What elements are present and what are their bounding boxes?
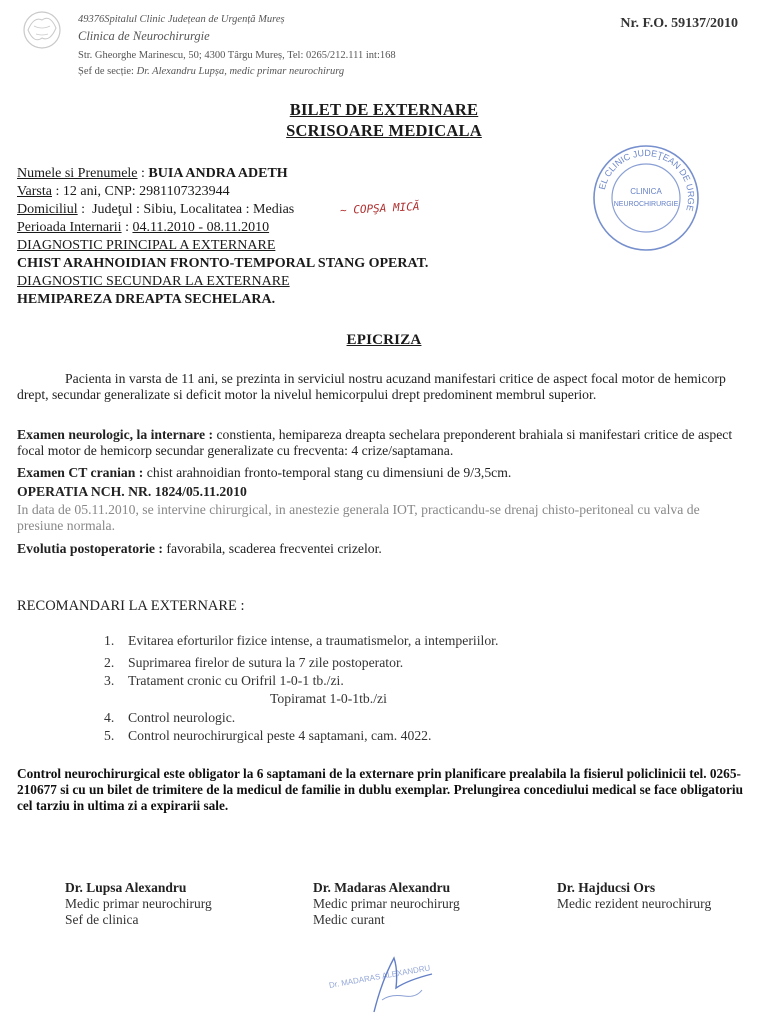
recommendations-title: RECOMANDARI LA EXTERNARE : — [17, 598, 245, 614]
signature-block-2 — [313, 880, 460, 928]
admission-period-row: Perioada Internarii : 04.11.2010 - 08.11.2010 — [17, 220, 270, 235]
patient-address: Judeţul : Sibiu, Localitatea : Medias — [92, 202, 295, 217]
recommendation-item: 2. Suprimarea firelor de sutura la 7 zile postoperator. — [104, 655, 404, 670]
chief-label: Șef de secție: — [78, 66, 137, 77]
patient-age-row: Varsta : 12 ani, CNP: 2981107323944 — [17, 184, 230, 199]
stamp-text-1: CLINICA — [630, 187, 662, 196]
recommendation-item-extra: Topiramat 1-0-1tb./zi — [270, 691, 387, 706]
epicrisis-intro: Pacienta in varsta de 11 ani, se prezinta in serviciul nostru acuzand manifestari critice de aspect focal motor de hemicorp drept, secundar generalizate si deficit motor la nivelul hemicorpului drept predominent membrul superior. — [17, 371, 726, 402]
signature-block-1 — [65, 880, 212, 928]
ct-exam — [17, 465, 745, 481]
secondary-diagnosis-label: DIAGNOSTIC SECUNDAR LA EXTERNARE — [17, 274, 290, 289]
document-subtitle: SCRISOARE MEDICALA — [286, 121, 482, 140]
clinic-stamp-icon — [590, 142, 702, 254]
recommendation-item: 3. Tratament cronic cu Orifril 1-0-1 tb./zi. — [104, 673, 344, 688]
operation-text: In data de 05.11.2010, se intervine chirurgical, in anestezie generala IOT, practicandu-se drenaj chisto-peritoneal cu valva de presiune normala. — [17, 502, 700, 533]
signature-name: Dr. Madaras Alexandru — [313, 880, 451, 895]
chief-of-department — [78, 64, 344, 79]
recommendation-item: 4. Control neurologic. — [104, 710, 236, 725]
ct-exam-label: Examen CT cranian : — [17, 465, 144, 480]
chief-name: Dr. Alexandru Lupșa, medic primar neurochirurg — [136, 66, 345, 77]
stamp-text-2: NEUROCHIRURGIE — [613, 201, 679, 208]
patient-address-label: Domiciliul — [17, 202, 78, 217]
admission-period-label: Perioada Internarii — [17, 220, 122, 235]
neuro-exam — [17, 427, 745, 459]
operation-label: OPERATIA NCH. NR. 1824/05.11.2010 — [17, 484, 247, 499]
hospital-logo-icon — [14, 8, 70, 56]
clinic-address: Str. Gheorghe Marinescu, 50; 4300 Târgu Mureș, Tel: 0265/212.111 int:168 — [78, 50, 396, 61]
admission-period: 04.11.2010 - 08.11.2010 — [132, 220, 270, 235]
file-number: Nr. F.O. 59137/2010 — [620, 16, 738, 31]
signature-block-3 — [557, 880, 711, 912]
document-title: BILET DE EXTERNARE — [289, 100, 479, 119]
followup-note: Control neurochirurgical este obligator la 6 saptamani de la externare prin planificare prealabila la fisierul policlinicii tel. 0265-210677 si cu un bilet de trimitere de la medicul de familie in dublu exemplar. Prelungirea concediului medical se face obligatoriu cel tarziu in ultima zi a expirarii sale. — [17, 766, 744, 813]
hospital-name: 49376Spitalul Clinic Județean de Urgență Mureș — [78, 14, 285, 25]
stamp-ring-text: EL CLINIC JUDEŢEAN DE URGE — [596, 147, 697, 213]
principal-diagnosis-label: DIAGNOSTIC PRINCIPAL A EXTERNARE — [17, 238, 276, 253]
recommendation-item: 1. Evitarea eforturilor fizice intense, a traumatismelor, a intemperiilor. — [104, 633, 499, 648]
signature-role: Medic rezident neurochirurg — [557, 896, 712, 911]
postop-evolution-label: Evolutia postoperatorie : — [17, 541, 163, 556]
patient-age-label: Varsta — [17, 184, 52, 199]
principal-diagnosis: CHIST ARAHNOIDIAN FRONTO-TEMPORAL STANG OPERAT. — [17, 256, 429, 271]
signature-name: Dr. Hajducsi Ors — [557, 880, 656, 895]
neuro-exam-label: Examen neurologic, la internare : — [17, 427, 214, 442]
patient-address-row: Domiciliul : Judeţul : Sibiu, Localitatea : Medias — [17, 202, 295, 217]
handwritten-locality: ~ COPŞA MICĂ — [339, 199, 420, 218]
patient-name: BUIA ANDRA ADETH — [148, 166, 288, 181]
signature-role: Medic primar neurochirurg — [313, 896, 460, 911]
signature-name: Dr. Lupsa Alexandru — [65, 880, 187, 895]
patient-age: 12 ani, CNP: 2981107323944 — [62, 184, 230, 199]
recommendation-item: 5. Control neurochirurgical peste 4 saptamani, cam. 4022. — [104, 728, 432, 743]
patient-name-row: Numele si Prenumele : BUIA ANDRA ADETH — [17, 166, 288, 181]
patient-name-label: Numele si Prenumele — [17, 166, 138, 181]
clinic-name: Clinica de Neurochirurgie — [78, 29, 210, 43]
epicrisis-title: EPICRIZA — [346, 332, 422, 348]
postop-evolution — [17, 541, 745, 557]
secondary-diagnosis: HEMIPAREZA DREAPTA SECHELARA. — [17, 292, 276, 307]
signature-role: Sef de clinica — [65, 912, 139, 927]
signature-role: Medic curant — [313, 912, 385, 927]
signature-role: Medic primar neurochirurg — [65, 896, 212, 911]
doctor-stamp-signature-icon — [312, 950, 462, 1022]
postop-evolution-text: favorabila, scaderea frecventei crizelor. — [166, 541, 382, 556]
doctor-stamp-text: Dr. MADARAS ALEXANDRU — [328, 963, 431, 990]
neuro-exam-text: constienta, hemipareza dreapta sechelara preponderent brahiala si manifestari critice de aspect focal motor de hemicorp secundar generalizate cu frecventa: 4 crize/saptamana. — [17, 427, 733, 458]
ct-exam-text: chist arahnoidian fronto-temporal stang cu dimensiuni de 9/3,5cm. — [146, 465, 512, 480]
